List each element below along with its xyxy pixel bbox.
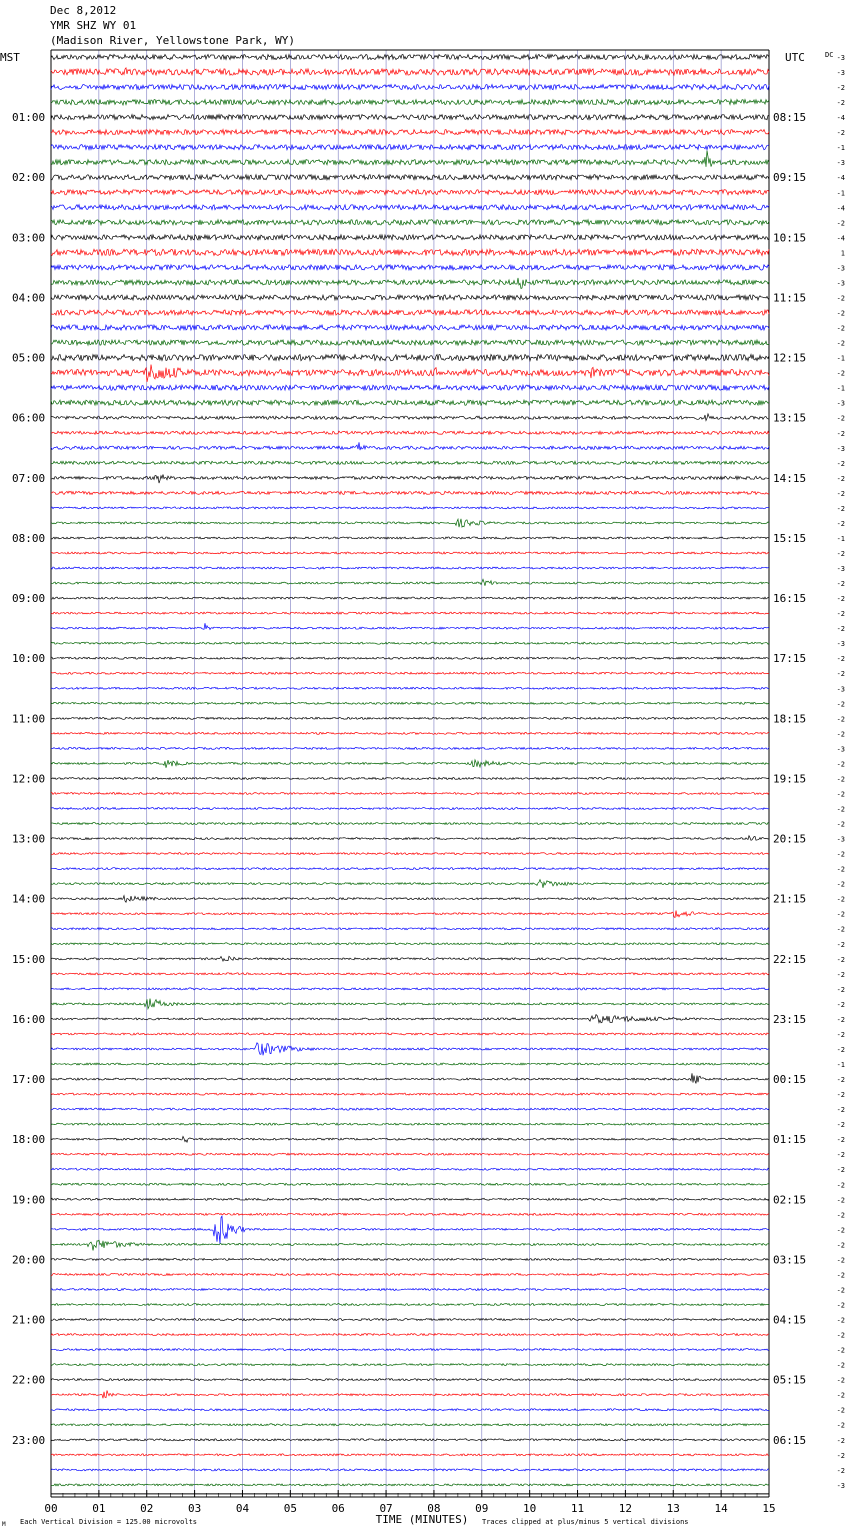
trace-row-57: [51, 910, 769, 917]
trace-row-77: [51, 1213, 769, 1215]
dc-offset-value: -2: [836, 1346, 845, 1355]
trace-row-29: [51, 491, 769, 494]
right-hour-label: 21:15: [773, 892, 807, 906]
trace-row-63: [51, 999, 769, 1009]
right-hour-label: 23:15: [773, 1012, 807, 1026]
dc-offset-value: -3: [836, 685, 845, 694]
dc-offset-value: -2: [836, 1421, 845, 1430]
dc-offset-value: -2: [836, 1256, 845, 1265]
dc-offset-value: -2: [836, 610, 845, 619]
dc-offset-value: -2: [836, 1091, 845, 1100]
right-hour-label: 16:15: [773, 592, 807, 606]
right-hour-label: 12:15: [773, 351, 807, 365]
trace-row-58: [51, 928, 769, 930]
dc-offset-value: -2: [836, 309, 845, 318]
trace-row-71: [51, 1123, 769, 1125]
left-hour-label: 19:00: [12, 1193, 46, 1207]
dc-offset-value: -2: [836, 129, 845, 138]
trace-row-33: [51, 552, 769, 554]
trace-row-32: [51, 537, 769, 539]
dc-offset-value: -1: [836, 144, 845, 153]
dc-offset-value: -3: [836, 279, 845, 288]
trace-row-27: [51, 461, 769, 464]
trace-row-7: [51, 151, 769, 167]
dc-offset-value: -3: [836, 745, 845, 754]
trace-row-10: [51, 205, 769, 210]
dc-offset-value: -2: [836, 925, 845, 934]
trace-row-3: [51, 100, 769, 106]
right-hour-label: 13:15: [773, 411, 807, 425]
dc-offset-value: -2: [836, 820, 845, 829]
dc-offset-value: -2: [836, 880, 845, 889]
dc-offset-value: -2: [836, 1106, 845, 1115]
trace-row-73: [51, 1153, 769, 1155]
left-hour-label: 02:00: [12, 171, 46, 185]
seismic-traces: [51, 54, 769, 1485]
right-hour-label: 11:15: [773, 291, 807, 305]
trace-row-26: [51, 442, 769, 450]
trace-row-89: [51, 1390, 769, 1398]
dc-offset-value: -3: [836, 835, 845, 844]
dc-offset-value: -2: [836, 805, 845, 814]
x-axis-title: TIME (MINUTES): [375, 1513, 469, 1526]
trace-row-83: [51, 1303, 769, 1305]
minute-gridlines: [51, 50, 769, 1494]
trace-row-86: [51, 1349, 769, 1351]
dc-offset-value: -2: [836, 670, 845, 679]
dc-offset-value: -2: [836, 580, 845, 589]
trace-row-81: [51, 1273, 769, 1275]
left-hour-label: 22:00: [12, 1373, 46, 1387]
dc-offset-value: -3: [836, 565, 845, 574]
dc-offset-value: -2: [836, 955, 845, 964]
trace-row-62: [51, 988, 769, 990]
trace-row-9: [51, 190, 769, 195]
dc-offset-value: -2: [836, 474, 845, 483]
trace-row-0: [51, 54, 769, 59]
dc-offset-value: -2: [836, 1045, 845, 1054]
left-hour-label: 11:00: [12, 712, 46, 726]
trace-row-12: [51, 235, 769, 240]
dc-offset-value: -2: [836, 429, 845, 438]
dc-offset-value: -1: [836, 189, 845, 198]
trace-row-78: [51, 1216, 769, 1243]
dc-offset-value: -2: [836, 1015, 845, 1024]
right-hour-label: 08:15: [773, 111, 807, 125]
trace-row-69: [51, 1093, 769, 1095]
trace-row-38: [51, 623, 769, 629]
dc-offset-value: -2: [836, 625, 845, 634]
dc-offset-value: -2: [836, 790, 845, 799]
dc-offset-value: -2: [836, 775, 845, 784]
dc-offset-value: -2: [836, 1196, 845, 1205]
x-tick-label: 04: [235, 1502, 250, 1515]
x-tick-label: 13: [666, 1502, 680, 1515]
trace-row-92: [51, 1439, 769, 1441]
x-tick-label: 03: [187, 1502, 202, 1515]
dc-offset-value: -2: [836, 369, 845, 378]
left-hour-label: 08:00: [12, 531, 46, 545]
dc-offset-value: -2: [836, 1151, 845, 1160]
left-hour-label: 20:00: [12, 1253, 46, 1267]
left-timezone-label: MST: [0, 51, 20, 64]
right-timezone-label: UTC: [785, 51, 805, 64]
trace-row-61: [51, 973, 769, 975]
trace-row-67: [51, 1063, 769, 1065]
dc-offset-value: -1: [836, 384, 845, 393]
trace-row-17: [51, 310, 769, 315]
trace-row-11: [51, 220, 769, 225]
dc-offset-value: -2: [836, 489, 845, 498]
trace-row-65: [51, 1033, 769, 1035]
right-hour-label: 15:15: [773, 531, 807, 545]
left-hour-label: 14:00: [12, 892, 46, 906]
left-hour-label: 18:00: [12, 1133, 46, 1147]
dc-offset-value: -2: [836, 895, 845, 904]
x-tick-label: 02: [140, 1502, 154, 1515]
trace-row-94: [51, 1469, 769, 1471]
dc-offset-value: -1: [836, 534, 845, 543]
left-hour-label: 09:00: [12, 592, 46, 606]
right-hour-label: 14:15: [773, 471, 807, 485]
trace-row-39: [51, 642, 769, 644]
dc-offset-header: DC: [825, 51, 834, 59]
x-tick-label: 12: [618, 1502, 633, 1515]
dc-offset-value: -2: [836, 1271, 845, 1280]
dc-offset-value: -2: [836, 910, 845, 919]
dc-offset-value: -2: [836, 985, 845, 994]
left-hour-label: 13:00: [12, 832, 46, 846]
dc-offset-value: -2: [836, 459, 845, 468]
trace-row-20: [51, 354, 769, 360]
dc-offset-value: -4: [836, 114, 845, 123]
dc-offset-value: -2: [836, 940, 845, 949]
right-hour-label: 10:15: [773, 231, 807, 245]
dc-offset-value: -2: [836, 519, 845, 528]
trace-row-46: [51, 747, 769, 749]
x-tick-label: 07: [379, 1502, 393, 1515]
dc-offset-value: -3: [836, 159, 845, 168]
trace-row-82: [51, 1288, 769, 1290]
trace-row-34: [51, 567, 769, 569]
dc-offset-value: -2: [836, 1181, 845, 1190]
dc-offset-value: -2: [836, 294, 845, 303]
trace-row-87: [51, 1364, 769, 1366]
trace-row-35: [51, 579, 769, 585]
left-hour-label: 01:00: [12, 111, 46, 125]
right-hour-label: 18:15: [773, 712, 807, 726]
trace-row-74: [51, 1168, 769, 1170]
trace-row-54: [51, 868, 769, 870]
dc-offset-value: -2: [836, 1466, 845, 1475]
dc-offset-value: -1: [836, 1061, 845, 1070]
right-hour-label: 06:15: [773, 1433, 807, 1447]
dc-offset-value: -2: [836, 324, 845, 333]
trace-row-80: [51, 1258, 769, 1260]
dc-offset-value: -2: [836, 1331, 845, 1340]
dc-offset-value: -4: [836, 234, 845, 243]
trace-row-70: [51, 1108, 769, 1110]
trace-row-19: [51, 340, 769, 345]
right-hour-label: 20:15: [773, 832, 807, 846]
x-tick-label: 09: [475, 1502, 489, 1515]
x-tick-label: 10: [523, 1502, 537, 1515]
left-hour-label: 17:00: [12, 1073, 46, 1087]
x-tick-label: 06: [331, 1502, 345, 1515]
dc-offset-value: -2: [836, 339, 845, 348]
trace-row-66: [51, 1043, 769, 1056]
trace-row-43: [51, 702, 769, 704]
trace-row-23: [51, 400, 769, 405]
corner-mark: M: [2, 1521, 6, 1528]
x-tick-label: 00: [44, 1502, 58, 1515]
trace-row-21: [51, 365, 769, 382]
dc-offset-value: -3: [836, 444, 845, 453]
left-hour-label: 03:00: [12, 231, 46, 245]
right-hour-label: 03:15: [773, 1253, 807, 1267]
trace-row-55: [51, 880, 769, 888]
right-hour-label: 00:15: [773, 1073, 807, 1087]
dc-offset-value: -3: [836, 399, 845, 408]
dc-offset-value: -1: [836, 354, 845, 363]
scale-note: Each Vertical Division = 125.00 microvolts: [20, 1518, 198, 1526]
trace-row-30: [51, 507, 769, 509]
dc-offset-value: -4: [836, 174, 845, 183]
trace-row-75: [51, 1183, 769, 1185]
left-hour-label: 06:00: [12, 411, 46, 425]
trace-row-18: [51, 325, 769, 330]
trace-row-5: [51, 130, 769, 135]
trace-row-25: [51, 431, 769, 434]
right-hour-label: 02:15: [773, 1193, 807, 1207]
dc-offset-value: -2: [836, 1136, 845, 1145]
dc-offset-value: 1: [840, 249, 845, 258]
left-hour-label: 21:00: [12, 1313, 46, 1327]
dc-offset-value: -3: [836, 1481, 845, 1490]
x-tick-label: 15: [762, 1502, 776, 1515]
dc-offset-value: -2: [836, 414, 845, 423]
trace-row-14: [51, 265, 769, 270]
dc-offset-value: -2: [836, 655, 845, 664]
right-hour-label: 19:15: [773, 772, 807, 786]
dc-offset-value: -2: [836, 99, 845, 108]
trace-row-68: [51, 1073, 769, 1083]
trace-row-52: [51, 836, 769, 841]
right-hour-label: 04:15: [773, 1313, 807, 1327]
trace-row-40: [51, 657, 769, 659]
dc-offset-value: -2: [836, 1391, 845, 1400]
trace-row-79: [51, 1240, 769, 1250]
trace-row-90: [51, 1409, 769, 1411]
dc-offset-value: -2: [836, 549, 845, 558]
trace-row-8: [51, 175, 769, 180]
dc-offset-value: -2: [836, 1361, 845, 1370]
dc-offset-value: -2: [836, 1211, 845, 1220]
left-hour-label: 04:00: [12, 291, 46, 305]
right-hour-label: 09:15: [773, 171, 807, 185]
trace-row-64: [51, 1015, 769, 1023]
dc-offset-value: -2: [836, 1076, 845, 1085]
trace-row-56: [51, 896, 769, 903]
dc-offset-value: -3: [836, 69, 845, 78]
left-hour-label: 12:00: [12, 772, 46, 786]
dc-offset-value: -2: [836, 504, 845, 513]
left-hour-label: 10:00: [12, 652, 46, 666]
dc-offset-value: -2: [836, 1241, 845, 1250]
dc-offset-value: -2: [836, 715, 845, 724]
right-hour-label: 22:15: [773, 952, 807, 966]
trace-row-28: [51, 474, 769, 483]
dc-offset-value: -3: [836, 264, 845, 273]
left-hour-label: 16:00: [12, 1012, 46, 1026]
trace-row-13: [51, 249, 769, 255]
dc-offset-value: -2: [836, 595, 845, 604]
trace-row-42: [51, 687, 769, 689]
clip-note: Traces clipped at plus/minus 5 vertical divisions: [482, 1518, 689, 1526]
dc-offset-value: -2: [836, 1436, 845, 1445]
trace-row-47: [51, 760, 769, 768]
trace-row-53: [51, 853, 769, 855]
station-location: (Madison River, Yellowstone Park, WY): [50, 34, 296, 47]
trace-row-93: [51, 1454, 769, 1456]
dc-offset-value: -2: [836, 1000, 845, 1009]
left-hour-label: 23:00: [12, 1433, 46, 1447]
right-hour-label: 01:15: [773, 1133, 807, 1147]
trace-row-22: [51, 385, 769, 390]
trace-row-37: [51, 612, 769, 614]
dc-offset-value: -2: [836, 850, 845, 859]
trace-row-72: [51, 1136, 769, 1142]
plot-date: Dec 8,2012: [50, 4, 117, 17]
trace-row-50: [51, 808, 769, 810]
dc-offset-value: -2: [836, 970, 845, 979]
trace-row-16: [51, 295, 769, 300]
dc-offset-value: -2: [836, 219, 845, 228]
dc-offset-value: -4: [836, 204, 845, 213]
trace-row-31: [51, 519, 769, 527]
trace-row-41: [51, 672, 769, 674]
trace-row-76: [51, 1198, 769, 1200]
trace-row-59: [51, 943, 769, 945]
trace-row-44: [51, 717, 769, 719]
x-tick-label: 11: [570, 1502, 585, 1515]
trace-row-84: [51, 1319, 769, 1321]
left-hour-label: 15:00: [12, 952, 46, 966]
trace-row-49: [51, 792, 769, 794]
dc-offset-value: -2: [836, 1166, 845, 1175]
dc-offset-value: -2: [836, 1301, 845, 1310]
trace-row-24: [51, 414, 769, 421]
trace-row-95: [51, 1484, 769, 1486]
trace-row-2: [51, 84, 769, 89]
dc-offset-value: -2: [836, 1121, 845, 1130]
left-hour-label: 07:00: [12, 471, 46, 485]
dc-offset-value: -2: [836, 1376, 845, 1385]
left-hour-label: 05:00: [12, 351, 46, 365]
dc-offset-value: -2: [836, 84, 845, 93]
dc-offset-value: -2: [836, 1406, 845, 1415]
dc-offset-value: -2: [836, 1286, 845, 1295]
dc-offset-value: -2: [836, 760, 845, 769]
dc-offset-value: -2: [836, 700, 845, 709]
trace-row-48: [51, 777, 769, 779]
dc-offset-value: -2: [836, 730, 845, 739]
trace-row-45: [51, 732, 769, 734]
right-hour-label: 05:15: [773, 1373, 807, 1387]
dc-offset-value: -2: [836, 1226, 845, 1235]
right-hour-label: 17:15: [773, 652, 807, 666]
dc-offset-value: -2: [836, 1451, 845, 1460]
trace-row-88: [51, 1379, 769, 1381]
x-tick-label: 05: [283, 1502, 297, 1515]
x-tick-label: 08: [427, 1502, 441, 1515]
x-tick-label: 14: [714, 1502, 728, 1515]
trace-row-60: [51, 956, 769, 961]
trace-row-15: [51, 278, 769, 289]
trace-row-36: [51, 597, 769, 599]
trace-row-6: [51, 145, 769, 150]
dc-offset-value: -2: [836, 1316, 845, 1325]
dc-offset-value: -3: [836, 54, 845, 62]
trace-row-1: [51, 68, 769, 75]
trace-row-4: [51, 115, 769, 120]
trace-row-51: [51, 823, 769, 825]
trace-row-85: [51, 1334, 769, 1336]
x-tick-label: 01: [92, 1502, 106, 1515]
dc-offset-value: -3: [836, 640, 845, 649]
trace-row-91: [51, 1424, 769, 1426]
station-code: YMR SHZ WY 01: [50, 19, 137, 32]
dc-offset-value: -2: [836, 865, 845, 874]
dc-offset-value: -2: [836, 1030, 845, 1039]
